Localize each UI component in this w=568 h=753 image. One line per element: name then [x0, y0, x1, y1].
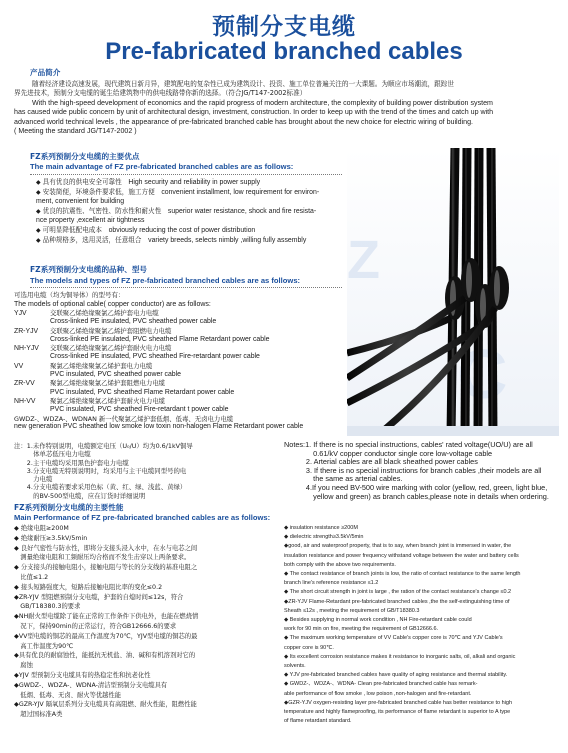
model-row-en: Cross-linked PE insulated, PVC sheathed power cable — [50, 318, 217, 326]
perf-row: insulation resistance and power frequency withstand voltage between the water and battery cells — [284, 552, 519, 559]
perf-row: 腐蚀 — [14, 662, 33, 670]
perf-row: 高工作温度为90℃ — [14, 642, 74, 650]
perf-row: of flame retardant standard. — [284, 718, 352, 725]
note-row: 力电缆 — [14, 475, 53, 484]
gwdz-row-cn: GWDZ-、WDZA-、WDNAN 新一代聚氯乙烯护套低烟、低毒、无卤电力电缆 — [14, 414, 234, 423]
perf-row: ◆GZR-YJV oxygen-resisting layer pre-fabricated branched cable has better resistance to high — [284, 699, 513, 706]
perf-row: ◆ dielectric strength≥3.5kV/5min — [284, 534, 364, 541]
advantage-item-cont: ment, convenient for building — [36, 198, 125, 206]
notes-en — [284, 441, 556, 501]
note-row: 0.61/kV copper conductor single core low-voltage cable — [284, 448, 493, 458]
model-row-en: Cross-linked PE insulated, PVC sheathed Fire-retardant power cable — [50, 353, 260, 361]
perf-row: copper core is 90℃. — [284, 644, 334, 651]
perf-row: GB/T18380.3的要求 — [14, 603, 81, 611]
perf-row: able performance of flow smoke , low poison ,non-halogen and fire-retardant. — [284, 690, 472, 697]
intro-section — [14, 78, 554, 137]
note-row: 4.分支电缆若要求采用色标（黄、红、绿、浅蓝、黄绿） — [14, 483, 187, 492]
perf-row: 况下，保持90min的正常运行，符合GB12666.6的要求 — [14, 622, 177, 630]
perf-row: ◆ 接头短路强度大，短路后接触电阻比率的变化≤0.2 — [14, 583, 163, 591]
intro-heading: 产品简介 — [30, 68, 61, 77]
perf-row: both comply with the above two requirements. — [284, 561, 396, 568]
perf-row: ◆GZR-YJV 隔氧层系列分支电缆具有高阻燃、耐火性能，阻燃性能 — [14, 701, 197, 709]
svg-text:C: C — [457, 335, 508, 413]
perf-row: 低烟、低毒、无卤、耐火等优越性能 — [14, 691, 122, 699]
note-row: 3.分支电缆无特别说明时，均采用与主干电缆同型号的电 — [14, 466, 187, 475]
note-row: 2. Arterial cables are all black sheathed power cables — [284, 457, 478, 467]
note-row: 4.If you need BV-500 wire marking with color (yellow, red, green, light blue, — [284, 482, 548, 492]
performance-heading-cn: FZ系列预制分支电缆的主要性能 — [14, 503, 124, 512]
perf-row: ◆ZR-YJV Flame-Retardant pre-fabricated branched cables ,the the self-extinguishing time of — [284, 598, 510, 605]
model-row: YJV 交联聚乙烯绝缘聚氯乙烯护套电力电缆 — [14, 309, 159, 317]
note-row: 2.主干电缆均采用黑色护套电力电缆 — [14, 458, 129, 467]
divider — [30, 174, 342, 175]
performance-list-cn — [14, 524, 276, 720]
perf-row: ◆NH耐火型电缆除了能在正常的工作条件下供电外，也能在燃烧情 — [14, 613, 199, 621]
varieties-intro-en: The models of optional cable( copper conductor) are as follows: — [14, 301, 211, 308]
advantages-list — [36, 178, 348, 245]
notes-cn — [14, 442, 276, 500]
svg-text:Z: Z — [347, 230, 380, 290]
perf-row: 测量绝缘电阻和工频耐压均合格而不发生击穿以上两条要求。 — [14, 554, 191, 562]
perf-row: temperature and highly flameproofing, its performance of flame retardant is superior to A type — [284, 709, 511, 716]
performance-heading-en: Main Performance of FZ pre-fabricated branched cables are as follows: — [14, 513, 271, 522]
note-row: the same as arterial cables. — [284, 474, 403, 484]
perf-row: ◆具有优良的耐腐蚀性，能抵抗无机盐、油、碱和有机溶剂对它的 — [14, 652, 196, 660]
perf-row: work for 90 min on fire, meeting the requirement of GB12666.6. — [284, 626, 439, 633]
models-list — [14, 300, 344, 431]
intro-en-line4: ( Meeting the standard JG/T147-2002 ) — [14, 127, 137, 136]
perf-row: ◆ZR-YJV 型阻燃预制分支电缆，护套的自熄时间≤12s，符合 — [14, 593, 184, 601]
perf-row: ◆ 绝缘电阻≥200M — [14, 525, 69, 532]
perf-row: ◆ The short circuit strength in joint is large , the ration of the contact resistance's change ≤0.2 — [284, 589, 512, 596]
perf-row: branch line's reference resistance ≤1.2 — [284, 580, 379, 587]
model-row: NH-YJV 交联聚乙烯绝缘聚氯乙烯护套耐火电力电缆 — [14, 344, 172, 353]
page-title-en: Pre-fabricated branched cables — [105, 38, 463, 65]
advantages-heading-cn: FZ系列预制分支电缆的主要优点 — [30, 152, 140, 161]
note-row: Notes:1. If there is no special instructions, cables' rated voltage(UO/U) are all — [284, 440, 533, 449]
performance-list-en — [284, 524, 560, 726]
model-row-en: PVC insulated, PVC sheathed Fire-retardant t power cable — [50, 406, 229, 414]
intro-en-line1: With the high-speed development of economics and the rapid progress of modern architecture, the complexity of building power distribution system — [32, 99, 493, 107]
advantage-item: ◆ 可明显降低配电成本 obviously reducing the cost of power distribution — [36, 225, 256, 234]
perf-row: ◆ insulation resistance ≥200M — [284, 525, 358, 531]
advantages-heading-en: The main advantage of FZ pre-fabricated branched cables are as follows: — [30, 162, 294, 171]
model-row-en: PVC insulated, PVC sheathed Flame Retardant power cable — [50, 388, 235, 396]
perf-row: ◆good, air and waterproof property, that is to say, when branch joint is immersed in water, the — [284, 543, 512, 550]
perf-row: ◆GWDZ-、WDZA-、WDNA-清洁型预制分支电缆具有 — [14, 681, 168, 689]
note-row: 3. If there is no special instructions for branch cables ,their models are all — [284, 465, 542, 475]
perf-row: 超过国标准A类 — [14, 711, 63, 719]
perf-row: ◆ 绝缘耐压≥3.5kV/5min — [14, 534, 88, 542]
perf-row: ◆ YJV pre-fabricated branched cables have quality of aging resistance and thermal stability. — [284, 672, 508, 679]
model-row-en: Cross-linked PE insulated, PVC sheathed Flame Retardant power cable — [50, 335, 270, 343]
cable-illustration — [347, 148, 559, 436]
model-row-en: PVC insulated, PVC sheathed power cable — [50, 371, 181, 379]
note-row: yellow and green) as branch cables,please note in details when ordering. — [284, 491, 549, 501]
advantage-item: ◆ 安装简便，环境条件要求低，施工方便 convenient installment, low requirement for environ- — [36, 187, 320, 196]
intro-en-line3: advanced world technical levels , the appearance of pre-fabricated branched cable has brought about the new choice for electric wiring of building. — [14, 117, 474, 126]
perf-row: ◆ GWDZ-、WDZA-、WDNA- Clean pre-fabricated branched cable has remark- — [284, 681, 478, 688]
perf-row: solvents. — [284, 663, 306, 670]
advantage-item: ◆ 优良的抗震性、气密性、防水性和耐火性 superior water resistance, shock and fire resista- — [36, 206, 317, 215]
advantage-item: ◆ 具有优良的供电安全可靠性 High security and reliability in power supply — [36, 178, 261, 186]
advantage-item: ◆ 品种规格多，选用灵活，任意组合 variety breeds, selects nimbly ,willing fully assembly — [36, 235, 307, 244]
model-row: NH-VV 聚氯乙烯绝缘聚氯乙烯护套耐火电力电缆 — [14, 396, 166, 405]
model-row: VV 聚氯乙烯绝缘聚氯乙烯护套电力电缆 — [14, 361, 153, 370]
model-row: ZR-YJV 交联聚乙烯绝缘聚氯乙烯护套阻燃电力电缆 — [14, 326, 172, 335]
advantage-item-cont: nce property ,excellent air tightness — [36, 217, 145, 225]
perf-row: ◆ The contact resistance of branch joints is low, the ratio of contact resistance to the same length — [284, 571, 521, 578]
gwdz-row-en: new generation PVC sheathed low smoke low toxin non-halogen Flame Retardant power cable — [14, 422, 304, 430]
cable-photo — [347, 148, 559, 436]
page-title-cn: 预制分支电缆 — [212, 14, 356, 40]
perf-row: ◆ Its excellent corrosion resistance makes it resistance to inorganic salts, oil, alkali and organic — [284, 653, 516, 660]
divider — [30, 287, 342, 288]
note-row: 体单芯低压电力电缆 — [14, 450, 91, 459]
perf-row: ◆ The maximum working temperature of VV Cable's copper core is 70℃ and YJV Cable's — [284, 635, 503, 642]
intro-cn-line1: 随着经济建设高速发展，现代建筑日新月异，建筑配电的复杂性已成为建筑设计、投资、施工单位普遍关注的一大课题。为顺应市场潮流，跟踪世 — [32, 80, 454, 88]
perf-row: ◆ 良好气密性与防水性，即将分支接头浸入水中，在水与电芯之间 — [14, 544, 198, 552]
perf-row: 比值≤1.2 — [14, 573, 49, 581]
note-row: 的BV-500型电缆，应在订货时详细说明 — [14, 491, 146, 500]
intro-en-line2: has caused wide public concern by unit of architectural design, investment, construction. In order to keep up with the trend of the times and catch up with — [14, 108, 494, 117]
varieties-intro-cn: 可选用电缆（均为铜导体）的型号有： — [14, 291, 125, 299]
note-row: 注：1.未作特别说明，电缆额定电压（U₀/U）均为0.6/1kV铜导 — [14, 442, 193, 450]
perf-row: Sheath ≤12s , meeting the requirement of GB/T18380.3 — [284, 607, 420, 614]
varieties-heading-cn: FZ系列预制分支电缆的品种、型号 — [30, 265, 148, 274]
varieties-heading-en: The models and types of FZ pre-fabricated branched cables are as follows: — [30, 276, 301, 285]
perf-row: ◆ Besides supplying in normal work condition , NH Fire-retardant cable could — [284, 617, 472, 624]
model-row: ZR-VV 聚氯乙烯绝缘聚氯乙烯护套阻燃电力电缆 — [14, 379, 166, 388]
perf-row: ◆YJV 型预制分支电缆具有的热稳定性和抗老化性 — [14, 671, 151, 679]
perf-row: ◆ 分支接头的接触电阻小，接触电阻与等长的分支线的基准电阻之 — [14, 564, 198, 572]
intro-cn-line2: 界先进技术，预制分支电缆的诞生给建筑物中的供电线路带你新的选择。（符合JG/T147-2002标准） — [14, 89, 307, 97]
perf-row: ◆VV型电缆的铜芯的最高工作温度为70℃，YJV型电缆的铜芯的最 — [14, 632, 198, 640]
